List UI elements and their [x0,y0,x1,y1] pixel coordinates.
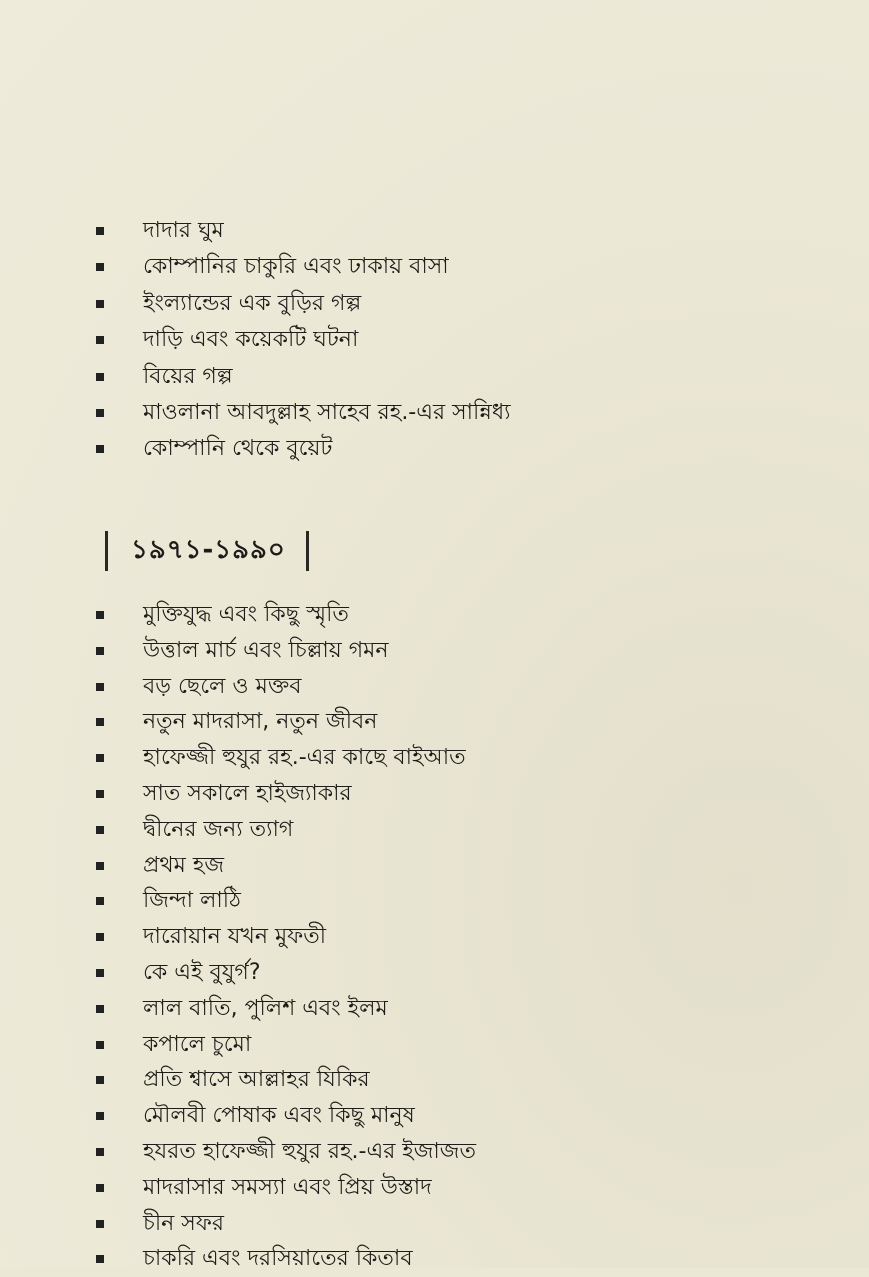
list-item [96,1027,476,1063]
list-item [96,431,511,467]
section-heading-1971-1990 [105,530,309,572]
list-item-text: কপালে চুমো [143,1031,252,1057]
list-item [96,1098,476,1134]
square-bullet-icon [96,373,104,381]
list-item [96,1241,476,1277]
list-item-text: দাদার ঘুম [143,218,224,243]
list-item-text: কোম্পানি থেকে বুয়েট [143,436,333,462]
list-item [96,955,476,991]
list-item-text: প্রতি শ্বাসে আল্লাহর যিকির [143,1067,370,1093]
list-item [96,322,511,358]
list-item-text: জিন্দা লাঠি [143,888,241,914]
list-item [96,812,476,848]
list-item [96,213,511,249]
list-item-text: বিয়ের গল্প [143,363,233,389]
square-bullet-icon [96,897,104,905]
list-item [96,740,476,776]
list-item [96,395,511,431]
list-item [96,919,476,955]
list-item-text: হযরত হাফেজ্জী হুযুর রহ.-এর ইজাজত [143,1138,476,1164]
square-bullet-icon [96,1076,104,1084]
square-bullet-icon [96,933,104,941]
list-item-text: দ্বীনের জন্য ত্যাগ [143,816,294,842]
square-bullet-icon [96,336,104,344]
square-bullet-icon [96,754,104,762]
list-item [96,1062,476,1098]
square-bullet-icon [96,826,104,834]
square-bullet-icon [96,790,104,798]
heading-right-bar [306,531,309,571]
list-item-text: হাফেজ্জী হুযুর রহ.-এর কাছে বাইআত [143,745,466,771]
square-bullet-icon [96,683,104,691]
square-bullet-icon [96,300,104,308]
list-item [96,1170,476,1206]
square-bullet-icon [96,862,104,870]
list-item-text: প্রথম হজ [143,852,225,878]
list-item-text: ইংল্যান্ডের এক বুড়ির গল্প [143,290,362,316]
list-item-text: নতুন মাদরাসা, নতুন জীবন [143,709,378,735]
square-bullet-icon [96,1041,104,1049]
list-item [96,359,511,395]
list-item-text: মুক্তিযুদ্ধ এবং কিছু স্মৃতি [143,602,349,627]
list-item [96,1206,476,1242]
list-item-text: লাল বাতি, পুলিশ এবং ইলম [143,995,388,1021]
square-bullet-icon [96,445,104,453]
list-item-text: সাত সকালে হাইজ্যাকার [143,780,352,806]
square-bullet-icon [96,611,104,619]
square-bullet-icon [96,263,104,271]
list-item [96,776,476,812]
list-item [96,286,511,322]
section-1971-contents-list [96,597,476,1277]
list-item [96,597,476,633]
section-heading-text: ১৯৭১-১৯৯০ [131,535,286,565]
list-item-text: দারোয়ান যখন মুফতী [143,924,327,950]
list-item [96,991,476,1027]
list-item [96,1134,476,1170]
list-item-text: উত্তাল মার্চ এবং চিল্লায় গমন [143,637,389,663]
square-bullet-icon [96,1184,104,1192]
square-bullet-icon [96,1005,104,1013]
list-item [96,883,476,919]
square-bullet-icon [96,718,104,726]
square-bullet-icon [96,969,104,977]
list-item-text: দাড়ি এবং কয়েকটি ঘটনা [143,327,359,353]
square-bullet-icon [96,647,104,655]
square-bullet-icon [96,409,104,417]
top-contents-list [96,213,511,468]
square-bullet-icon [96,1220,104,1228]
square-bullet-icon [96,1112,104,1120]
list-item-text: মৌলবী পোষাক এবং কিছু মানুষ [143,1103,415,1129]
list-item-text: মাওলানা আবদুল্লাহ সাহেব রহ.-এর সান্নিধ্য [143,399,511,425]
list-item-text: চাকরি এবং দরসিয়াতের কিতাব [143,1246,413,1272]
list-item-text: মাদরাসার সমস্যা এবং প্রিয় উস্তাদ [143,1174,432,1200]
list-item-text: কে এই বুযুর্গ? [143,959,261,985]
list-item [96,669,476,705]
list-item-text: কোম্পানির চাকুরি এবং ঢাকায় বাসা [143,254,449,280]
list-item [96,633,476,669]
square-bullet-icon [96,1255,104,1263]
list-item-text: বড় ছেলে ও মক্তব [143,673,302,699]
list-item [96,249,511,285]
list-item [96,848,476,884]
list-item [96,704,476,740]
list-item-text: চীন সফর [143,1210,225,1236]
square-bullet-icon [96,227,104,235]
square-bullet-icon [96,1148,104,1156]
